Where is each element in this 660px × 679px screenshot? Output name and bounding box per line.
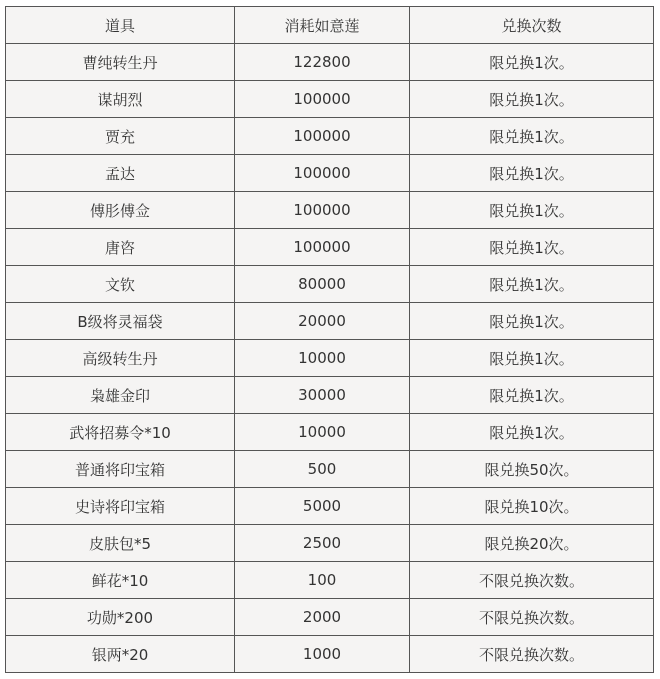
cost-cell: 1000 — [235, 636, 410, 673]
cost-cell: 100000 — [235, 118, 410, 155]
header-cost: 消耗如意莲 — [235, 7, 410, 44]
table-row — [6, 266, 654, 303]
cost-cell: 10000 — [235, 340, 410, 377]
table-row — [6, 377, 654, 414]
item-cell: 高级转生丹 — [6, 340, 235, 377]
cost-cell: 100000 — [235, 192, 410, 229]
table-row — [6, 229, 654, 266]
exchange-limit-cell: 限兑换50次。 — [410, 451, 654, 488]
item-cell: 曹纯转生丹 — [6, 44, 235, 81]
cost-cell: 5000 — [235, 488, 410, 525]
cost-cell: 500 — [235, 451, 410, 488]
item-cell: 皮肤包*5 — [6, 525, 235, 562]
header-item: 道具 — [6, 7, 235, 44]
item-cell: 孟达 — [6, 155, 235, 192]
table-row — [6, 340, 654, 377]
exchange-limit-cell: 不限兑换次数。 — [410, 562, 654, 599]
exchange-limit-cell: 限兑换20次。 — [410, 525, 654, 562]
item-cell: 枭雄金印 — [6, 377, 235, 414]
table-header-row — [6, 7, 654, 44]
cost-cell: 10000 — [235, 414, 410, 451]
item-cell: 银两*20 — [6, 636, 235, 673]
cost-cell: 100000 — [235, 229, 410, 266]
cost-cell: 20000 — [235, 303, 410, 340]
item-cell: 鲜花*10 — [6, 562, 235, 599]
table-row — [6, 599, 654, 636]
exchange-limit-cell: 限兑换1次。 — [410, 303, 654, 340]
cost-cell: 30000 — [235, 377, 410, 414]
exchange-limit-cell: 限兑换1次。 — [410, 118, 654, 155]
item-cell: 贾充 — [6, 118, 235, 155]
exchange-limit-cell: 限兑换1次。 — [410, 155, 654, 192]
table-row — [6, 81, 654, 118]
exchange-table — [5, 6, 654, 673]
table-row — [6, 118, 654, 155]
cost-cell: 2000 — [235, 599, 410, 636]
item-cell: 唐咨 — [6, 229, 235, 266]
exchange-limit-cell: 限兑换1次。 — [410, 192, 654, 229]
exchange-limit-cell: 不限兑换次数。 — [410, 599, 654, 636]
exchange-limit-cell: 限兑换1次。 — [410, 340, 654, 377]
table-row — [6, 562, 654, 599]
table-row — [6, 155, 654, 192]
cost-cell: 122800 — [235, 44, 410, 81]
cost-cell: 2500 — [235, 525, 410, 562]
cost-cell: 100000 — [235, 81, 410, 118]
exchange-limit-cell: 限兑换1次。 — [410, 377, 654, 414]
exchange-limit-cell: 限兑换1次。 — [410, 81, 654, 118]
exchange-limit-cell: 限兑换1次。 — [410, 266, 654, 303]
item-cell: B级将灵福袋 — [6, 303, 235, 340]
item-cell: 功勋*200 — [6, 599, 235, 636]
item-cell: 史诗将印宝箱 — [6, 488, 235, 525]
item-cell: 普通将印宝箱 — [6, 451, 235, 488]
item-cell: 谋胡烈 — [6, 81, 235, 118]
table-row — [6, 192, 654, 229]
table-row — [6, 414, 654, 451]
exchange-limit-cell: 限兑换10次。 — [410, 488, 654, 525]
item-cell: 武将招募令*10 — [6, 414, 235, 451]
header-exchange-limit: 兑换次数 — [410, 7, 654, 44]
table-row — [6, 525, 654, 562]
exchange-limit-cell: 限兑换1次。 — [410, 229, 654, 266]
cost-cell: 100 — [235, 562, 410, 599]
table-row — [6, 44, 654, 81]
item-cell: 傅肜傅佥 — [6, 192, 235, 229]
cost-cell: 100000 — [235, 155, 410, 192]
exchange-limit-cell: 限兑换1次。 — [410, 414, 654, 451]
table-row — [6, 636, 654, 673]
table-body — [6, 44, 654, 673]
exchange-limit-cell: 不限兑换次数。 — [410, 636, 654, 673]
table-row — [6, 303, 654, 340]
exchange-limit-cell: 限兑换1次。 — [410, 44, 654, 81]
table-row — [6, 488, 654, 525]
table-row — [6, 451, 654, 488]
cost-cell: 80000 — [235, 266, 410, 303]
item-cell: 文钦 — [6, 266, 235, 303]
